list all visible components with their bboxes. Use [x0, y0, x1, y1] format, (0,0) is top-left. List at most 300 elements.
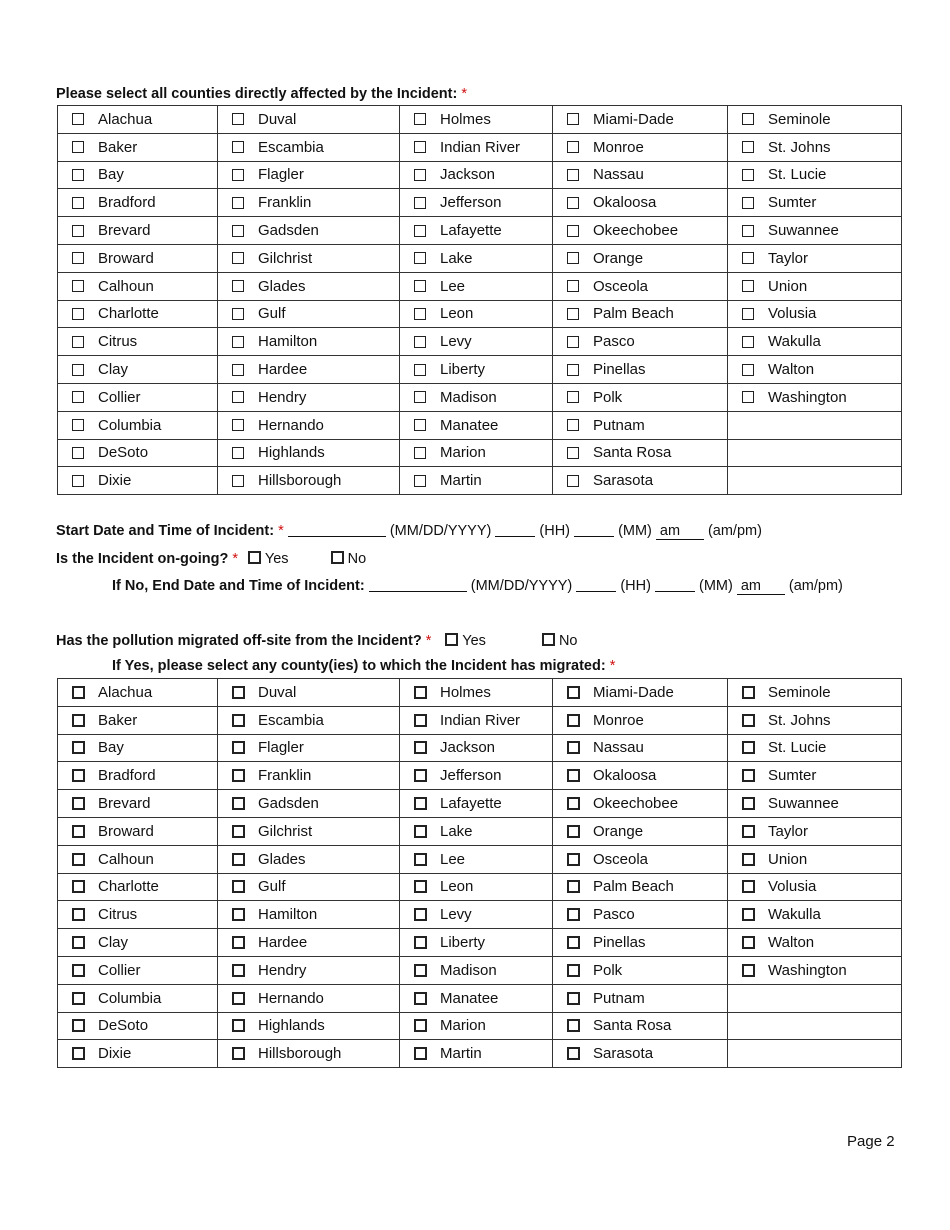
affected-county-option[interactable] — [400, 301, 552, 328]
migrated-county-option[interactable] — [58, 762, 217, 789]
county-checkbox[interactable] — [742, 714, 755, 727]
county-checkbox[interactable] — [414, 169, 426, 181]
migrated-county-option[interactable] — [728, 762, 901, 789]
county-checkbox[interactable] — [72, 308, 84, 320]
affected-county-option[interactable] — [218, 162, 399, 189]
county-checkbox[interactable] — [742, 686, 755, 699]
end-hour-field[interactable] — [576, 577, 616, 592]
county-checkbox[interactable] — [232, 769, 245, 782]
migrated-yes-option[interactable]: Yes — [445, 633, 489, 649]
county-cell — [218, 873, 400, 901]
county-checkbox[interactable] — [232, 880, 245, 893]
county-checkbox[interactable] — [72, 391, 84, 403]
affected-county-option[interactable] — [728, 245, 901, 272]
county-checkbox[interactable] — [742, 964, 755, 977]
county-checkbox[interactable] — [72, 853, 85, 866]
county-checkbox[interactable] — [567, 714, 580, 727]
county-checkbox[interactable] — [72, 880, 85, 893]
county-checkbox[interactable] — [414, 936, 427, 949]
affected-county-option[interactable] — [553, 162, 727, 189]
affected-county-option[interactable] — [400, 467, 552, 494]
affected-county-option[interactable] — [400, 328, 552, 355]
table-row — [58, 356, 902, 384]
migrated-county-option[interactable] — [218, 762, 399, 789]
county-checkbox[interactable] — [414, 447, 426, 459]
affected-county-option[interactable] — [553, 273, 727, 300]
county-checkbox[interactable] — [567, 336, 579, 348]
affected-county-option[interactable] — [400, 189, 552, 216]
migrated-county-option[interactable] — [218, 679, 399, 706]
county-checkbox[interactable] — [232, 113, 244, 125]
affected-county-option[interactable] — [553, 217, 727, 244]
affected-county-option[interactable] — [400, 162, 552, 189]
county-checkbox[interactable] — [72, 686, 85, 699]
county-checkbox[interactable] — [414, 280, 426, 292]
county-checkbox[interactable] — [414, 197, 426, 209]
county-checkbox[interactable] — [567, 225, 579, 237]
migrated-county-option[interactable] — [400, 762, 552, 789]
county-checkbox[interactable] — [742, 113, 754, 125]
county-cell — [400, 984, 553, 1012]
county-checkbox[interactable] — [567, 419, 579, 431]
migrated-county-option[interactable] — [400, 874, 552, 901]
affected-county-option[interactable] — [218, 134, 399, 161]
start-date-field[interactable] — [288, 522, 386, 537]
county-checkbox[interactable] — [232, 825, 245, 838]
county-checkbox[interactable] — [414, 1047, 427, 1060]
affected-county-option[interactable] — [218, 301, 399, 328]
county-checkbox[interactable] — [72, 992, 85, 1005]
affected-county-option[interactable] — [728, 106, 901, 133]
affected-county-option[interactable] — [58, 412, 217, 439]
migrated-county-option[interactable] — [728, 790, 901, 817]
county-checkbox[interactable] — [232, 225, 244, 237]
county-checkbox[interactable] — [72, 1019, 85, 1032]
county-checkbox[interactable] — [72, 197, 84, 209]
affected-county-option[interactable] — [728, 301, 901, 328]
county-checkbox[interactable] — [414, 853, 427, 866]
county-checkbox[interactable] — [232, 908, 245, 921]
migrated-county-option[interactable] — [728, 735, 901, 762]
migrated-county-option[interactable] — [58, 818, 217, 845]
migrated-county-option[interactable] — [400, 846, 552, 873]
county-checkbox[interactable] — [567, 769, 580, 782]
county-checkbox[interactable] — [567, 1047, 580, 1060]
migrated-county-option[interactable] — [728, 846, 901, 873]
migrated-county-option[interactable] — [400, 707, 552, 734]
county-checkbox[interactable] — [567, 113, 579, 125]
county-cell — [728, 901, 902, 929]
county-checkbox[interactable] — [414, 225, 426, 237]
county-checkbox[interactable] — [742, 197, 754, 209]
migrated-county-option[interactable] — [400, 929, 552, 956]
affected-county-option[interactable] — [400, 356, 552, 383]
county-checkbox[interactable] — [567, 169, 579, 181]
county-checkbox[interactable] — [567, 280, 579, 292]
start-hour-field[interactable] — [495, 522, 535, 537]
affected-county-option[interactable] — [218, 273, 399, 300]
affected-county-option[interactable] — [218, 106, 399, 133]
county-checkbox[interactable] — [742, 880, 755, 893]
migrated-county-option[interactable] — [553, 929, 727, 956]
affected-county-option[interactable] — [400, 384, 552, 411]
county-checkbox[interactable] — [567, 308, 579, 320]
affected-county-option[interactable] — [400, 440, 552, 467]
start-ampm-field[interactable]: am — [656, 523, 704, 540]
county-checkbox[interactable] — [742, 797, 755, 810]
county-checkbox[interactable] — [72, 252, 84, 264]
county-checkbox[interactable] — [414, 992, 427, 1005]
county-checkbox[interactable] — [742, 252, 754, 264]
affected-county-option[interactable] — [728, 356, 901, 383]
affected-county-option[interactable] — [553, 467, 727, 494]
county-checkbox[interactable] — [72, 475, 84, 487]
migrated-county-option[interactable] — [218, 790, 399, 817]
county-checkbox[interactable] — [414, 769, 427, 782]
affected-county-option[interactable] — [218, 245, 399, 272]
affected-county-option[interactable] — [400, 134, 552, 161]
affected-county-option[interactable] — [400, 273, 552, 300]
migrated-county-option[interactable] — [400, 985, 552, 1012]
affected-county-option[interactable] — [553, 384, 727, 411]
county-cell — [218, 734, 400, 762]
county-checkbox[interactable] — [72, 113, 84, 125]
migrated-county-option[interactable] — [58, 735, 217, 762]
county-checkbox[interactable] — [232, 447, 244, 459]
migrated-county-option[interactable] — [400, 1040, 552, 1067]
migrated-county-option[interactable] — [728, 957, 901, 984]
migrated-county-option[interactable] — [58, 929, 217, 956]
county-checkbox[interactable] — [72, 141, 84, 153]
affected-county-option[interactable] — [553, 245, 727, 272]
county-label: Martin — [440, 1045, 482, 1063]
county-checkbox[interactable] — [414, 880, 427, 893]
migrated-county-option[interactable] — [728, 707, 901, 734]
affected-county-option[interactable] — [58, 328, 217, 355]
migrated-county-option[interactable] — [58, 707, 217, 734]
affected-county-option[interactable] — [58, 301, 217, 328]
county-checkbox[interactable] — [232, 169, 244, 181]
migrated-county-option[interactable] — [58, 1013, 217, 1040]
affected-county-option[interactable] — [553, 189, 727, 216]
affected-county-option[interactable] — [58, 356, 217, 383]
affected-county-option[interactable] — [553, 106, 727, 133]
migrated-no-checkbox[interactable] — [542, 633, 555, 646]
ongoing-yes-checkbox[interactable] — [248, 551, 261, 564]
affected-county-option[interactable] — [58, 384, 217, 411]
county-checkbox[interactable] — [72, 447, 84, 459]
county-checkbox[interactable] — [232, 419, 244, 431]
county-checkbox[interactable] — [232, 391, 244, 403]
county-checkbox[interactable] — [72, 741, 85, 754]
affected-county-option[interactable] — [400, 106, 552, 133]
migrated-county-option[interactable] — [218, 707, 399, 734]
county-checkbox[interactable] — [232, 364, 244, 376]
county-checkbox[interactable] — [567, 992, 580, 1005]
county-checkbox[interactable] — [742, 141, 754, 153]
county-checkbox[interactable] — [567, 1019, 580, 1032]
migrated-county-option[interactable] — [728, 929, 901, 956]
migrated-county-option[interactable] — [553, 818, 727, 845]
migrated-county-option[interactable] — [400, 957, 552, 984]
county-checkbox[interactable] — [742, 741, 755, 754]
county-checkbox[interactable] — [567, 880, 580, 893]
county-cell — [218, 244, 400, 272]
county-checkbox[interactable] — [72, 364, 84, 376]
migrated-county-option[interactable] — [400, 679, 552, 706]
migrated-county-option[interactable] — [553, 1013, 727, 1040]
migrated-county-option[interactable] — [58, 985, 217, 1012]
affected-county-option[interactable] — [58, 106, 217, 133]
end-minute-field[interactable] — [655, 577, 695, 592]
affected-county-option[interactable] — [58, 467, 217, 494]
county-checkbox[interactable] — [414, 475, 426, 487]
migrated-county-option[interactable] — [553, 707, 727, 734]
migrated-county-option[interactable] — [218, 818, 399, 845]
county-checkbox[interactable] — [567, 197, 579, 209]
county-checkbox[interactable] — [414, 797, 427, 810]
affected-county-option[interactable] — [218, 440, 399, 467]
affected-county-option[interactable] — [218, 412, 399, 439]
county-checkbox[interactable] — [414, 908, 427, 921]
county-cell — [728, 161, 902, 189]
county-checkbox[interactable] — [414, 964, 427, 977]
county-checkbox[interactable] — [567, 964, 580, 977]
county-checkbox[interactable] — [742, 308, 754, 320]
migrated-county-option[interactable] — [400, 735, 552, 762]
affected-county-option[interactable] — [400, 412, 552, 439]
affected-county-option[interactable] — [553, 356, 727, 383]
affected-county-option[interactable] — [553, 134, 727, 161]
county-checkbox[interactable] — [567, 908, 580, 921]
migrated-county-option[interactable] — [58, 1040, 217, 1067]
migrated-county-option[interactable] — [553, 1040, 727, 1067]
affected-county-option[interactable] — [218, 328, 399, 355]
migrated-county-option[interactable] — [400, 1013, 552, 1040]
affected-county-option[interactable] — [58, 440, 217, 467]
affected-county-option[interactable] — [728, 273, 901, 300]
migrated-county-option[interactable] — [728, 874, 901, 901]
county-checkbox[interactable] — [232, 1047, 245, 1060]
affected-county-option[interactable] — [728, 162, 901, 189]
county-checkbox[interactable] — [232, 964, 245, 977]
county-checkbox[interactable] — [742, 853, 755, 866]
county-checkbox[interactable] — [742, 169, 754, 181]
migrated-county-option[interactable] — [553, 985, 727, 1012]
end-ampm-field[interactable]: am — [737, 578, 785, 595]
county-checkbox[interactable] — [232, 853, 245, 866]
migrated-county-option[interactable] — [400, 901, 552, 928]
county-checkbox[interactable] — [232, 252, 244, 264]
affected-county-option[interactable] — [218, 467, 399, 494]
migrated-county-option[interactable] — [58, 679, 217, 706]
county-checkbox[interactable] — [72, 280, 84, 292]
county-checkbox[interactable] — [72, 908, 85, 921]
county-checkbox[interactable] — [232, 336, 244, 348]
county-checkbox[interactable] — [72, 225, 84, 237]
county-checkbox[interactable] — [567, 797, 580, 810]
ongoing-no-option[interactable]: No — [331, 551, 367, 567]
migrated-county-option[interactable] — [553, 679, 727, 706]
migrated-county-option[interactable] — [728, 901, 901, 928]
county-checkbox[interactable] — [414, 419, 426, 431]
migrated-county-option[interactable] — [218, 1040, 399, 1067]
migrated-county-option[interactable] — [58, 846, 217, 873]
migrated-county-option[interactable] — [218, 985, 399, 1012]
county-checkbox[interactable] — [414, 336, 426, 348]
migrated-county-option[interactable] — [728, 818, 901, 845]
county-checkbox[interactable] — [742, 225, 754, 237]
county-checkbox[interactable] — [232, 197, 244, 209]
county-checkbox[interactable] — [567, 475, 579, 487]
migrated-county-option[interactable] — [58, 874, 217, 901]
county-checkbox[interactable] — [232, 714, 245, 727]
county-checkbox[interactable] — [414, 308, 426, 320]
county-checkbox[interactable] — [232, 308, 244, 320]
county-checkbox[interactable] — [232, 1019, 245, 1032]
county-checkbox[interactable] — [72, 797, 85, 810]
migrated-no-option[interactable]: No — [542, 633, 578, 649]
county-checkbox[interactable] — [414, 825, 427, 838]
county-checkbox[interactable] — [232, 936, 245, 949]
county-cell — [218, 706, 400, 734]
county-checkbox[interactable] — [742, 936, 755, 949]
county-cell — [728, 845, 902, 873]
migrated-county-option[interactable] — [218, 957, 399, 984]
affected-county-option[interactable] — [218, 384, 399, 411]
county-checkbox[interactable] — [567, 447, 579, 459]
migrated-county-option[interactable] — [553, 762, 727, 789]
affected-county-option[interactable] — [218, 217, 399, 244]
affected-county-option[interactable] — [728, 134, 901, 161]
migrated-county-option[interactable] — [58, 957, 217, 984]
migrated-yes-checkbox[interactable] — [445, 633, 458, 646]
affected-county-option[interactable] — [553, 301, 727, 328]
migrated-county-option[interactable] — [553, 846, 727, 873]
county-cell — [58, 217, 218, 245]
county-checkbox[interactable] — [232, 686, 245, 699]
affected-county-option[interactable] — [218, 189, 399, 216]
county-checkbox[interactable] — [72, 1047, 85, 1060]
affected-county-option[interactable] — [728, 384, 901, 411]
county-checkbox[interactable] — [567, 825, 580, 838]
county-checkbox[interactable] — [232, 280, 244, 292]
affected-county-option[interactable] — [553, 412, 727, 439]
county-checkbox[interactable] — [414, 1019, 427, 1032]
county-checkbox[interactable] — [72, 964, 85, 977]
migrated-county-option[interactable] — [400, 790, 552, 817]
county-label: Flagler — [258, 739, 304, 757]
start-minute-field[interactable] — [574, 522, 614, 537]
migrated-county-option[interactable] — [218, 735, 399, 762]
county-checkbox[interactable] — [567, 391, 579, 403]
migrated-county-option[interactable] — [553, 957, 727, 984]
migrated-county-option[interactable] — [218, 874, 399, 901]
county-checkbox[interactable] — [232, 992, 245, 1005]
migrated-county-option[interactable] — [728, 679, 901, 706]
county-checkbox[interactable] — [72, 936, 85, 949]
migrated-county-option[interactable] — [553, 874, 727, 901]
affected-county-option[interactable] — [400, 217, 552, 244]
county-checkbox[interactable] — [414, 741, 427, 754]
migrated-county-option[interactable] — [553, 790, 727, 817]
migrated-county-option[interactable] — [553, 735, 727, 762]
county-checkbox[interactable] — [414, 252, 426, 264]
county-checkbox[interactable] — [567, 853, 580, 866]
county-checkbox[interactable] — [742, 825, 755, 838]
county-checkbox[interactable] — [567, 936, 580, 949]
migrated-county-option[interactable] — [58, 790, 217, 817]
county-checkbox[interactable] — [567, 141, 579, 153]
county-checkbox[interactable] — [72, 825, 85, 838]
county-checkbox[interactable] — [232, 797, 245, 810]
affected-county-option[interactable] — [218, 356, 399, 383]
county-checkbox[interactable] — [742, 280, 754, 292]
county-checkbox[interactable] — [742, 391, 754, 403]
migrated-county-option[interactable] — [218, 1013, 399, 1040]
migrated-county-option[interactable] — [553, 901, 727, 928]
affected-county-option[interactable] — [728, 328, 901, 355]
county-checkbox[interactable] — [742, 336, 754, 348]
county-label: Duval — [258, 683, 297, 701]
end-date-field[interactable] — [369, 577, 467, 592]
county-checkbox[interactable] — [232, 475, 244, 487]
migrated-county-option[interactable] — [58, 901, 217, 928]
county-checkbox[interactable] — [414, 141, 426, 153]
migrated-county-option[interactable] — [218, 929, 399, 956]
end-datetime-row: If No, End Date and Time of Incident: (MM/DD/YYYY) (HH) (MM) am (am/pm) — [112, 578, 843, 594]
migrated-county-option[interactable] — [218, 846, 399, 873]
county-checkbox[interactable] — [72, 714, 85, 727]
ongoing-no-checkbox[interactable] — [331, 551, 344, 564]
county-checkbox[interactable] — [567, 364, 579, 376]
affected-county-option[interactable] — [728, 189, 901, 216]
affected-county-option[interactable] — [58, 189, 217, 216]
affected-county-option[interactable] — [553, 440, 727, 467]
county-checkbox[interactable] — [72, 169, 84, 181]
county-checkbox[interactable] — [414, 364, 426, 376]
ongoing-yes-option[interactable]: Yes — [248, 551, 292, 567]
county-checkbox[interactable] — [414, 686, 427, 699]
county-checkbox[interactable] — [72, 336, 84, 348]
county-label: Walton — [768, 361, 815, 379]
county-checkbox[interactable] — [232, 741, 245, 754]
county-checkbox[interactable] — [72, 419, 84, 431]
county-checkbox[interactable] — [567, 741, 580, 754]
migrated-county-option[interactable] — [218, 901, 399, 928]
county-checkbox[interactable] — [72, 769, 85, 782]
county-checkbox[interactable] — [414, 391, 426, 403]
county-label: Nassau — [593, 739, 644, 757]
affected-county-option[interactable] — [58, 245, 217, 272]
county-checkbox[interactable] — [414, 714, 427, 727]
affected-county-option[interactable] — [58, 162, 217, 189]
affected-county-option[interactable] — [58, 217, 217, 244]
affected-county-option[interactable] — [400, 245, 552, 272]
affected-county-option[interactable] — [58, 134, 217, 161]
county-checkbox[interactable] — [414, 113, 426, 125]
affected-county-option[interactable] — [728, 217, 901, 244]
county-checkbox[interactable] — [742, 908, 755, 921]
county-checkbox[interactable] — [567, 686, 580, 699]
county-checkbox[interactable] — [567, 252, 579, 264]
county-checkbox[interactable] — [742, 769, 755, 782]
affected-county-option[interactable] — [58, 273, 217, 300]
migrated-county-option[interactable] — [400, 818, 552, 845]
county-checkbox[interactable] — [232, 141, 244, 153]
affected-county-option[interactable] — [553, 328, 727, 355]
county-checkbox[interactable] — [742, 364, 754, 376]
